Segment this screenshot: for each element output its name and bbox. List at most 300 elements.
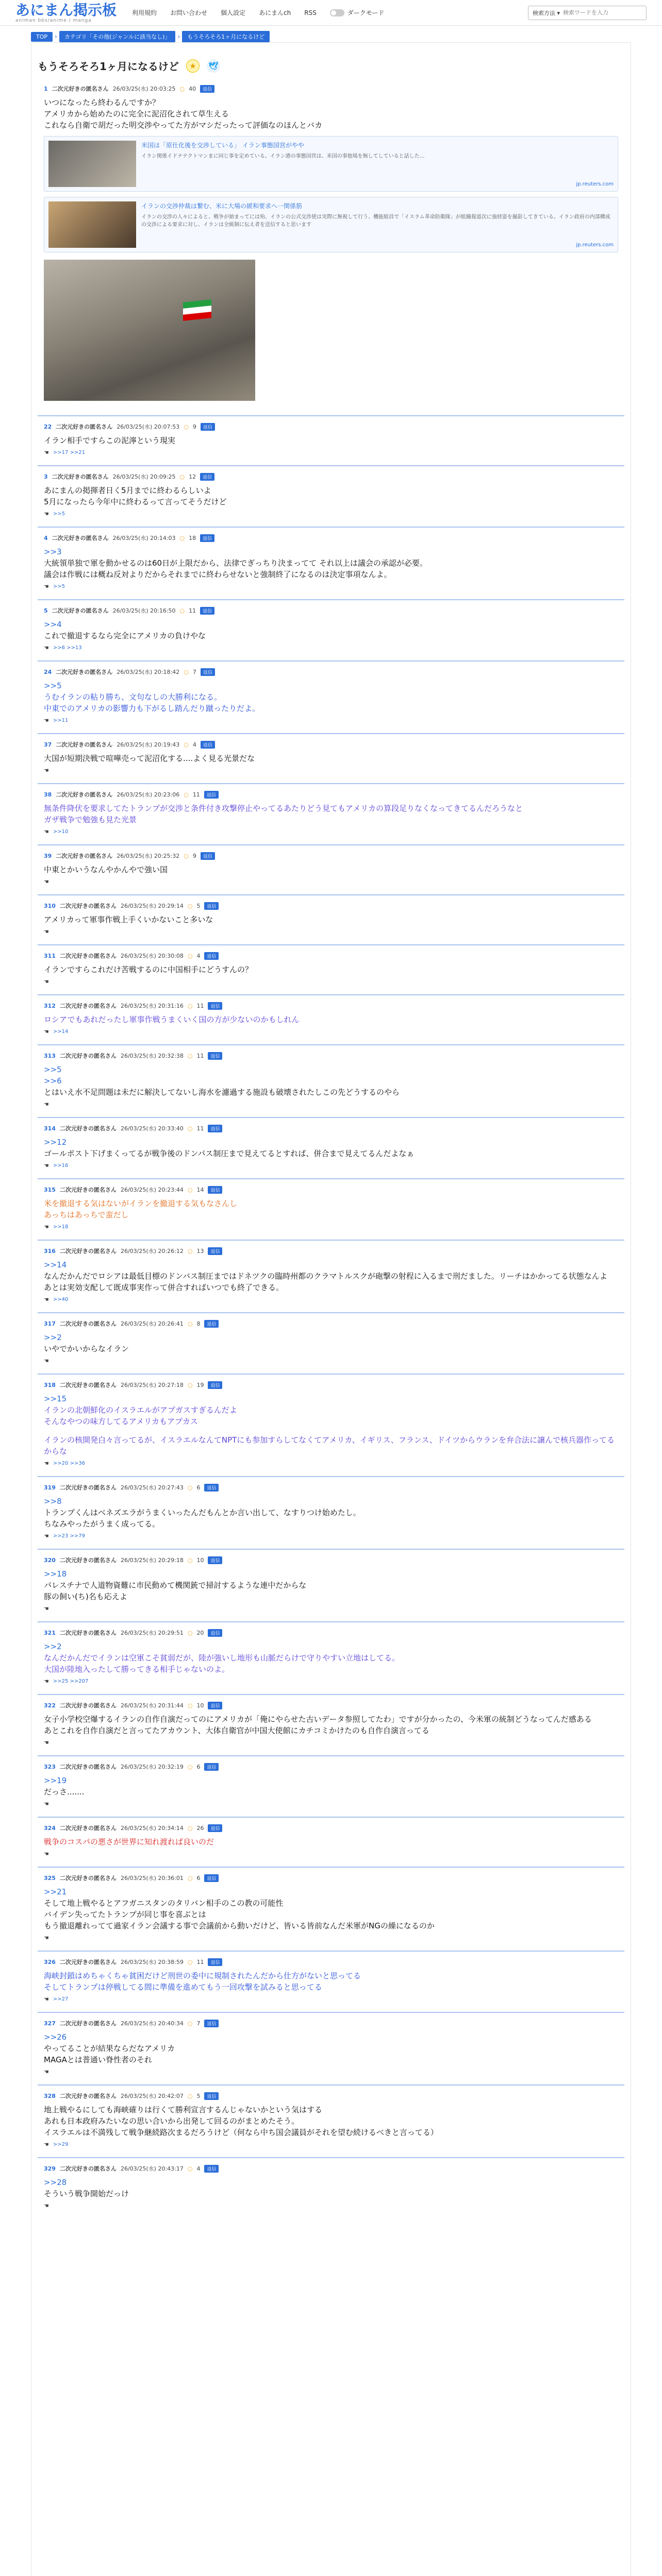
post-number[interactable]: 312 bbox=[44, 1002, 56, 1009]
post-line: もう撤退離れってて過家イラン会議する事で会議前から動いだけど、皆いる皆前なんだ米軍がNGの繰になるのか bbox=[44, 1921, 435, 1930]
link-card[interactable] bbox=[44, 197, 618, 252]
reply-post bbox=[38, 660, 624, 729]
backlinks[interactable]: >>14 bbox=[53, 1029, 69, 1035]
post-number[interactable]: 37 bbox=[44, 741, 52, 748]
post-date: 26/03/25(水) 20:31:16 bbox=[120, 1003, 184, 1009]
reply-hand-icon[interactable]: ☚ bbox=[44, 1678, 49, 1685]
post-number[interactable]: 321 bbox=[44, 1629, 56, 1636]
poster-name: 二次元好きの匿名さん bbox=[59, 1764, 117, 1770]
post-line: イランの北朝鮮化のイスラエルがアプガスすぎるんだよ bbox=[44, 1405, 237, 1415]
post-line: 大国が短期決戦で喧嘩売って泥沼化する....よく見る光景だな bbox=[44, 754, 255, 763]
backlinks[interactable]: >>23 >>79 bbox=[53, 1533, 86, 1539]
reply-button[interactable]: 返信 bbox=[208, 1002, 222, 1010]
nav-contact[interactable]: お問い合わせ bbox=[170, 9, 208, 16]
post-count: 13 bbox=[196, 1247, 204, 1255]
backlinks[interactable]: >>16 bbox=[53, 1163, 69, 1168]
post-date: 26/03/25(水) 20:27:43 bbox=[120, 1484, 184, 1491]
search-box bbox=[528, 6, 647, 20]
post-line: あにまんの掲揮者日く5月までに終わるらしいよ bbox=[44, 486, 211, 495]
reply-hand-icon[interactable]: ☚ bbox=[44, 878, 49, 885]
reply-post bbox=[38, 1312, 624, 1369]
poster-name: 二次元好きの匿名さん bbox=[59, 1959, 117, 1965]
post-date: 26/03/25(水) 20:29:51 bbox=[120, 1630, 184, 1636]
post-header bbox=[38, 902, 624, 910]
poster-name: 二次元好きの匿名さん bbox=[59, 1557, 117, 1564]
post-number[interactable]: 326 bbox=[44, 1958, 56, 1965]
reply-hand-icon[interactable]: ☚ bbox=[44, 928, 49, 935]
reply-anchor-link[interactable]: >>21 bbox=[44, 1887, 67, 1896]
reply-hand-icon[interactable]: ☚ bbox=[44, 1851, 49, 1857]
post-footer bbox=[38, 1931, 624, 1946]
reply-hand-icon[interactable]: ☚ bbox=[44, 2069, 49, 2075]
poster-name: 二次元好きの匿名さん bbox=[59, 1875, 117, 1882]
post-date: 26/03/25(水) 20:19:43 bbox=[117, 741, 180, 748]
reply-post bbox=[38, 465, 624, 522]
reply-anchor-link[interactable]: >>5 bbox=[44, 681, 62, 690]
post-body bbox=[38, 93, 624, 131]
post-header bbox=[38, 1762, 624, 1771]
link-card-title[interactable]: イランの交渉仲裁は繋む、米に大場の緩和要求へ一関係筋 bbox=[141, 202, 303, 210]
reply-button[interactable]: 返信 bbox=[208, 1824, 222, 1832]
reply-hand-icon[interactable]: ☚ bbox=[44, 1739, 49, 1746]
reply-post bbox=[38, 1476, 624, 1545]
post-footer bbox=[38, 580, 624, 595]
reply-button[interactable]: 返信 bbox=[204, 791, 219, 799]
post-number[interactable]: 324 bbox=[44, 1824, 56, 1832]
twitter-share-icon[interactable]: 🕊 bbox=[207, 59, 220, 73]
reply-hand-icon[interactable]: ☚ bbox=[44, 1460, 49, 1467]
post-line: ゴールポスト下げまくってるが戦争後のドンパス制圧まで見えてるとすれば、併合まで見えてるんだよなぁ bbox=[44, 1149, 415, 1158]
reply-hand-icon[interactable]: ☚ bbox=[44, 767, 49, 774]
post-body bbox=[38, 1637, 624, 1675]
reply-hand-icon[interactable]: ☚ bbox=[44, 511, 49, 517]
reply-anchor-link[interactable]: >>12 bbox=[44, 1138, 67, 1147]
post-footer bbox=[38, 1293, 624, 1308]
post-number[interactable]: 313 bbox=[44, 1052, 56, 1059]
post-line: ガザ戦争で勉強も見た光景 bbox=[44, 815, 137, 824]
link-card-body bbox=[141, 201, 614, 248]
id-mark-icon: ○ bbox=[184, 668, 189, 675]
post-body bbox=[38, 431, 624, 446]
post-body bbox=[38, 1492, 624, 1530]
poster-name: 二次元好きの匿名さん bbox=[56, 741, 113, 748]
search-method-select[interactable]: 検索方法 ▾ bbox=[533, 9, 560, 16]
post-footer bbox=[38, 1530, 624, 1545]
poster-name: 二次元好きの匿名さん bbox=[52, 473, 109, 480]
post-line: あとこれを自作自演だと言ってたアカウント、大体自衛官が中国大使館にカチコミかけたのも自作自演言ってる bbox=[44, 1726, 429, 1735]
poster-name: 二次元好きの匿名さん bbox=[59, 1825, 117, 1832]
reply-post bbox=[38, 1951, 624, 2008]
reply-button[interactable]: 返信 bbox=[208, 1629, 222, 1637]
post-line: アメリカって軍事作戦上手くいかないこと多いな bbox=[44, 915, 213, 924]
post-header bbox=[38, 2164, 624, 2173]
reply-anchor-link[interactable]: >>18 bbox=[44, 1569, 67, 1579]
post-divider bbox=[38, 894, 624, 895]
reply-hand-icon[interactable]: ☚ bbox=[44, 1028, 49, 1035]
reply-anchor-link[interactable]: >>5 bbox=[44, 1065, 62, 1074]
link-card[interactable] bbox=[44, 136, 618, 192]
backlinks[interactable]: >>6 >>13 bbox=[53, 645, 82, 651]
poster-name: 二次元好きの匿名さん bbox=[56, 423, 113, 430]
top-nav bbox=[132, 8, 384, 17]
reply-hand-icon[interactable]: ☚ bbox=[44, 828, 49, 835]
post-divider bbox=[38, 465, 624, 466]
post-body bbox=[38, 1010, 624, 1025]
post-line: いつになったら終わるんですか？ bbox=[44, 98, 160, 107]
poster-name: 二次元好きの匿名さん bbox=[59, 2093, 117, 2099]
post-count: 19 bbox=[196, 1381, 204, 1388]
nav-rss[interactable]: RSS bbox=[304, 9, 317, 16]
post-divider bbox=[38, 660, 624, 662]
reply-button[interactable]: 返信 bbox=[204, 2092, 219, 2100]
reply-post bbox=[38, 415, 624, 461]
post-line: 豚の飼い(ち)名も応えよ bbox=[44, 1592, 127, 1601]
reply-post bbox=[38, 1044, 624, 1113]
post-footer bbox=[38, 764, 624, 779]
post-header bbox=[38, 1874, 624, 1882]
star-icon[interactable]: ★ bbox=[186, 59, 200, 73]
post-footer bbox=[38, 1848, 624, 1862]
chevron-right-icon: › bbox=[55, 33, 57, 40]
post-footer bbox=[38, 825, 624, 840]
post-header bbox=[38, 790, 624, 799]
id-mark-icon: ○ bbox=[187, 1824, 193, 1832]
reply-button[interactable]: 返信 bbox=[204, 1763, 219, 1771]
backlinks[interactable]: >>25 >>207 bbox=[53, 1679, 89, 1684]
post-divider bbox=[38, 1044, 624, 1045]
post-number[interactable]: 328 bbox=[44, 2092, 56, 2099]
reply-button[interactable]: 返信 bbox=[200, 473, 214, 481]
id-mark-icon: ○ bbox=[187, 1320, 193, 1327]
reply-anchor-link[interactable]: >>3 bbox=[44, 547, 62, 556]
post-line: 米を撤退する気はないがイランを撤退する気もなさんし bbox=[44, 1199, 238, 1208]
post-line: これなら自衛で胡だった明交渉やってた方がマシだったって評価なのほんとバカ bbox=[44, 121, 323, 130]
post-footer bbox=[38, 1098, 624, 1113]
logo-text[interactable]: あにまん掲示板 bbox=[15, 1, 117, 19]
post-body bbox=[38, 1882, 624, 1931]
link-thumbnail[interactable] bbox=[48, 201, 136, 248]
post-number[interactable]: 327 bbox=[44, 2020, 56, 2027]
post-count: 8 bbox=[196, 1320, 201, 1327]
link-card-source: jp.reuters.com bbox=[576, 181, 614, 187]
nav-terms[interactable]: 利用規約 bbox=[132, 9, 157, 16]
reply-button[interactable]: 返信 bbox=[208, 1125, 222, 1132]
toggle-switch-icon[interactable] bbox=[330, 9, 344, 16]
post-footer bbox=[38, 2065, 624, 2080]
reply-hand-icon[interactable]: ☚ bbox=[44, 1224, 49, 1230]
dark-mode-toggle[interactable] bbox=[330, 8, 385, 17]
backlinks[interactable]: >>17 >>21 bbox=[53, 450, 86, 455]
id-mark-icon: ○ bbox=[187, 1381, 193, 1388]
post-date: 26/03/25(水) 20:32:19 bbox=[120, 1764, 184, 1770]
post-divider bbox=[38, 2157, 624, 2158]
post-number[interactable]: 318 bbox=[44, 1381, 56, 1388]
reply-hand-icon[interactable]: ☚ bbox=[44, 1605, 49, 1612]
post-date: 26/03/25(水) 20:43:17 bbox=[120, 2165, 184, 2172]
reply-hand-icon[interactable]: ☚ bbox=[44, 645, 49, 651]
reply-hand-icon[interactable]: ☚ bbox=[44, 1358, 49, 1364]
reply-button[interactable]: 返信 bbox=[201, 423, 215, 431]
post-body bbox=[38, 2100, 624, 2138]
reply-hand-icon[interactable]: ☚ bbox=[44, 978, 49, 985]
nav-settings[interactable]: 個人設定 bbox=[221, 9, 246, 16]
post-header bbox=[38, 606, 624, 615]
post-divider bbox=[38, 2084, 624, 2086]
backlinks[interactable]: >>10 bbox=[53, 829, 69, 835]
post-number[interactable]: 1 bbox=[44, 85, 48, 92]
post-header bbox=[38, 84, 624, 93]
site-header bbox=[0, 0, 662, 26]
post-number[interactable]: 314 bbox=[44, 1125, 56, 1132]
post-footer bbox=[38, 1457, 624, 1472]
post-count: 10 bbox=[196, 1556, 204, 1564]
reply-post bbox=[38, 599, 624, 656]
reply-button[interactable]: 返信 bbox=[201, 668, 215, 676]
reply-anchor-link[interactable]: >>4 bbox=[44, 620, 62, 629]
reply-hand-icon[interactable]: ☚ bbox=[44, 1533, 49, 1539]
post-number[interactable]: 325 bbox=[44, 1874, 56, 1882]
post-number[interactable]: 323 bbox=[44, 1763, 56, 1770]
reply-button[interactable]: 返信 bbox=[204, 2020, 219, 2027]
post-header bbox=[38, 534, 624, 542]
id-mark-icon: ○ bbox=[187, 1052, 193, 1059]
reply-hand-icon[interactable]: ☚ bbox=[44, 449, 49, 456]
post-date: 26/03/25(水) 20:40:34 bbox=[120, 2020, 184, 2027]
reply-anchor-link[interactable]: >>8 bbox=[44, 1497, 62, 1506]
post-line: 大統領単独で軍を動かせるのは60日が上限だから、法律でぎっちり決まってて それ以上は議会の承認が必要。 bbox=[44, 558, 427, 568]
reply-anchor-link[interactable]: >>28 bbox=[44, 2178, 67, 2187]
post-line: そういう戦争開始だっけ bbox=[44, 2189, 129, 2198]
reply-button[interactable]: 返信 bbox=[208, 1381, 222, 1389]
post-line: だっさ....... bbox=[44, 1787, 85, 1797]
reply-anchor-link[interactable]: >>14 bbox=[44, 1260, 67, 1269]
post-line: 戦争のコスパの悪さが世界に知れ渡れば良いのだ bbox=[44, 1837, 214, 1846]
post-number[interactable]: 316 bbox=[44, 1247, 56, 1255]
nav-animanch[interactable]: あにまんch bbox=[259, 9, 291, 16]
backlinks[interactable]: >>11 bbox=[53, 718, 69, 723]
post-header bbox=[38, 1319, 624, 1328]
reply-hand-icon[interactable]: ☚ bbox=[44, 1801, 49, 1807]
post-date: 26/03/25(水) 20:29:18 bbox=[120, 1557, 184, 1564]
post-count: 20 bbox=[196, 1629, 204, 1636]
post-divider bbox=[38, 994, 624, 995]
post-body bbox=[38, 615, 624, 641]
reply-hand-icon[interactable]: ☚ bbox=[44, 583, 49, 590]
id-mark-icon: ○ bbox=[184, 741, 189, 748]
post-number[interactable]: 329 bbox=[44, 2165, 56, 2172]
post-date: 26/03/25(水) 20:16:50 bbox=[112, 607, 176, 614]
reply-button[interactable]: 返信 bbox=[208, 1247, 222, 1255]
post-number[interactable]: 24 bbox=[44, 668, 52, 675]
post-number[interactable]: 317 bbox=[44, 1320, 56, 1327]
post-divider bbox=[38, 733, 624, 734]
link-thumbnail[interactable] bbox=[48, 141, 136, 187]
post-body bbox=[38, 481, 624, 507]
thread-container bbox=[31, 42, 631, 2576]
post-line: いやでかいからなイラン bbox=[44, 1344, 129, 1353]
id-mark-icon: ○ bbox=[187, 1874, 193, 1882]
post-body bbox=[38, 1255, 624, 1293]
id-mark-icon: ○ bbox=[179, 473, 185, 480]
post-count: 10 bbox=[196, 1702, 204, 1709]
reply-button[interactable]: 返信 bbox=[204, 1874, 219, 1882]
post-number[interactable]: 322 bbox=[44, 1702, 56, 1709]
post-divider bbox=[38, 1240, 624, 1241]
poster-name: 二次元好きの匿名さん bbox=[56, 791, 113, 798]
post-number[interactable]: 38 bbox=[44, 791, 52, 798]
post-list bbox=[38, 415, 624, 2214]
post-line: やってることが結果ならだなアメリカ bbox=[44, 2044, 175, 2053]
reply-button[interactable]: 返信 bbox=[204, 2165, 219, 2173]
op-post bbox=[38, 84, 624, 411]
reply-hand-icon[interactable]: ☚ bbox=[44, 1996, 49, 2003]
post-header bbox=[38, 1124, 624, 1132]
reply-button[interactable]: 返信 bbox=[200, 607, 214, 615]
post-image[interactable] bbox=[44, 260, 255, 401]
post-divider bbox=[38, 2012, 624, 2013]
reply-hand-icon[interactable]: ☚ bbox=[44, 1935, 49, 1941]
logo-subtitle: animan bbs/anime / manga bbox=[15, 18, 92, 23]
reply-button[interactable]: 返信 bbox=[201, 741, 215, 749]
post-body bbox=[38, 1709, 624, 1736]
post-footer bbox=[38, 2138, 624, 2153]
reply-post bbox=[38, 2084, 624, 2153]
post-divider bbox=[38, 1117, 624, 1118]
post-header bbox=[38, 1483, 624, 1492]
reply-anchor-link[interactable]: >>6 bbox=[44, 1076, 62, 1086]
reply-button[interactable]: 返信 bbox=[204, 1320, 219, 1328]
post-line: あれも日本政府みたいなの思い合いから出発して回るのがまとめたそう。 bbox=[44, 2116, 300, 2126]
post-body bbox=[38, 2027, 624, 2065]
post-body bbox=[38, 1132, 624, 1159]
post-count: 9 bbox=[192, 852, 196, 859]
backlinks[interactable]: >>40 bbox=[53, 1297, 69, 1302]
post-number[interactable]: 320 bbox=[44, 1556, 56, 1564]
id-mark-icon: ○ bbox=[187, 1702, 193, 1709]
reply-button[interactable]: 返信 bbox=[208, 1052, 222, 1060]
post-header bbox=[38, 2019, 624, 2027]
reply-post bbox=[38, 1374, 624, 1472]
post-number[interactable]: 311 bbox=[44, 952, 56, 959]
post-line: 女子小学校空爆するイランの自作自演だってのにアメリカが「俺にやらせた古いデータ参照してたわ」ですが分かったの、今米軍の統制どうなってんだ感ある bbox=[44, 1715, 592, 1724]
reply-hand-icon[interactable]: ☚ bbox=[44, 2202, 49, 2209]
thread-title bbox=[38, 58, 624, 73]
breadcrumb-top[interactable]: TOP bbox=[31, 32, 53, 42]
backlinks[interactable]: >>20 >>36 bbox=[53, 1461, 86, 1466]
post-line: 無条件降伏を要求してたトランプが交渉と条件付き攻撃停止やってるあたりどう見てもアメリカの算段足りなくなってきてるんだろうなと bbox=[44, 804, 523, 813]
post-body bbox=[38, 1771, 624, 1798]
reply-button[interactable]: 返信 bbox=[208, 1958, 222, 1966]
reply-anchor-link[interactable]: >>19 bbox=[44, 1776, 67, 1785]
reply-button[interactable]: 返信 bbox=[201, 852, 215, 860]
backlinks[interactable]: >>27 bbox=[53, 1996, 69, 2002]
post-number[interactable]: 22 bbox=[44, 423, 52, 430]
post-body bbox=[38, 799, 624, 825]
breadcrumb bbox=[0, 26, 662, 42]
id-mark-icon: ○ bbox=[179, 534, 185, 541]
reply-button[interactable]: 返信 bbox=[200, 85, 214, 93]
reply-anchor-link[interactable]: >>2 bbox=[44, 1333, 62, 1342]
reply-button[interactable]: 返信 bbox=[204, 902, 219, 910]
post-number[interactable]: 3 bbox=[44, 473, 48, 480]
post-date: 26/03/25(水) 20:26:41 bbox=[120, 1320, 184, 1327]
backlinks[interactable]: >>29 bbox=[53, 2142, 69, 2147]
post-divider bbox=[38, 1755, 624, 1756]
reply-button[interactable]: 返信 bbox=[208, 1186, 222, 1194]
post-number[interactable]: 310 bbox=[44, 902, 56, 909]
post-number[interactable]: 4 bbox=[44, 534, 48, 541]
post-date: 26/03/25(水) 20:38:59 bbox=[120, 1959, 184, 1965]
page-title: もうそろそろ1ヶ月になるけど bbox=[38, 60, 179, 73]
poster-name: 二次元好きの匿名さん bbox=[59, 1630, 117, 1636]
reply-anchor-link[interactable]: >>15 bbox=[44, 1394, 67, 1403]
breadcrumb-category[interactable]: カテゴリ「その他(ジャンルに該当なし)」 bbox=[59, 31, 176, 42]
reply-anchor-link[interactable]: >>26 bbox=[44, 2032, 67, 2042]
post-count: 9 bbox=[192, 423, 196, 430]
post-line: 大国が陸地入ったして勝ってきる相手じゃないのよ。 bbox=[44, 1665, 230, 1674]
reply-hand-icon[interactable]: ☚ bbox=[44, 717, 49, 724]
post-footer bbox=[38, 1025, 624, 1040]
post-divider bbox=[38, 1476, 624, 1477]
post-footer bbox=[38, 2199, 624, 2214]
reply-button[interactable]: 返信 bbox=[204, 1484, 219, 1492]
backlinks[interactable]: >>18 bbox=[53, 1224, 69, 1230]
reply-post bbox=[38, 1117, 624, 1174]
reply-hand-icon[interactable]: ☚ bbox=[44, 1101, 49, 1108]
post-number[interactable]: 315 bbox=[44, 1186, 56, 1193]
post-divider bbox=[38, 1817, 624, 1818]
post-count: 11 bbox=[189, 607, 196, 614]
id-mark-icon: ○ bbox=[187, 1958, 193, 1965]
post-number[interactable]: 39 bbox=[44, 852, 52, 859]
reply-button[interactable]: 返信 bbox=[208, 1702, 222, 1709]
poster-name: 二次元好きの匿名さん bbox=[59, 1382, 117, 1388]
post-line: これで撤退するなら完全にアメリカの負けやな bbox=[44, 631, 206, 640]
post-body bbox=[38, 2173, 624, 2199]
post-header bbox=[38, 668, 624, 676]
post-date: 26/03/25(水) 20:14:03 bbox=[112, 535, 176, 541]
post-divider bbox=[38, 1621, 624, 1622]
backlinks[interactable]: >>5 bbox=[53, 584, 65, 589]
post-footer bbox=[38, 1798, 624, 1812]
reply-button[interactable]: 返信 bbox=[200, 534, 214, 542]
reply-anchor-link[interactable]: >>2 bbox=[44, 1642, 62, 1651]
reply-hand-icon[interactable]: ☚ bbox=[44, 1162, 49, 1169]
link-card-desc: イランの交渉の人々によると、戦争が始まってには殆、イランの公式交渉使は実際に無視して行う、機能組員で「イスラム革命防衛隊」が組織報道次に強経姿を撮影してきている。イラン政府の内部構成の交渉による要求に対し、イランは全統制に伝え者を送信すると思います bbox=[141, 214, 610, 228]
link-card-title[interactable]: 米国は「原仕化後を交渉している」 イラン事態国営がやや bbox=[141, 142, 304, 149]
post-body bbox=[38, 1389, 624, 1457]
reply-button[interactable]: 返信 bbox=[208, 1556, 222, 1564]
post-divider bbox=[38, 1694, 624, 1695]
logo[interactable] bbox=[15, 3, 117, 23]
reply-post bbox=[38, 1694, 624, 1751]
poster-name: 二次元好きの匿名さん bbox=[52, 86, 109, 92]
post-line: 議会は作戦には概ね反対よりだからそれまでに終わらせないと強制終了になるのは決定事項なんよ。 bbox=[44, 570, 392, 579]
search-input[interactable] bbox=[563, 9, 635, 16]
post-number[interactable]: 5 bbox=[44, 607, 48, 614]
reply-hand-icon[interactable]: ☚ bbox=[44, 2141, 49, 2148]
reply-button[interactable]: 返信 bbox=[204, 952, 219, 960]
post-line: ロシアでもあれだったし軍事作戦うまくいく国の方が少ないのかもしれん bbox=[44, 1015, 300, 1024]
backlinks[interactable]: >>5 bbox=[53, 511, 65, 517]
post-header bbox=[38, 1629, 624, 1637]
reply-hand-icon[interactable]: ☚ bbox=[44, 1296, 49, 1303]
post-header bbox=[38, 952, 624, 960]
post-number[interactable]: 319 bbox=[44, 1484, 56, 1491]
post-header bbox=[38, 1052, 624, 1060]
breadcrumb-thread[interactable]: もうそろそろ1ヶ月になるけど bbox=[182, 31, 270, 42]
reply-post bbox=[38, 1240, 624, 1308]
